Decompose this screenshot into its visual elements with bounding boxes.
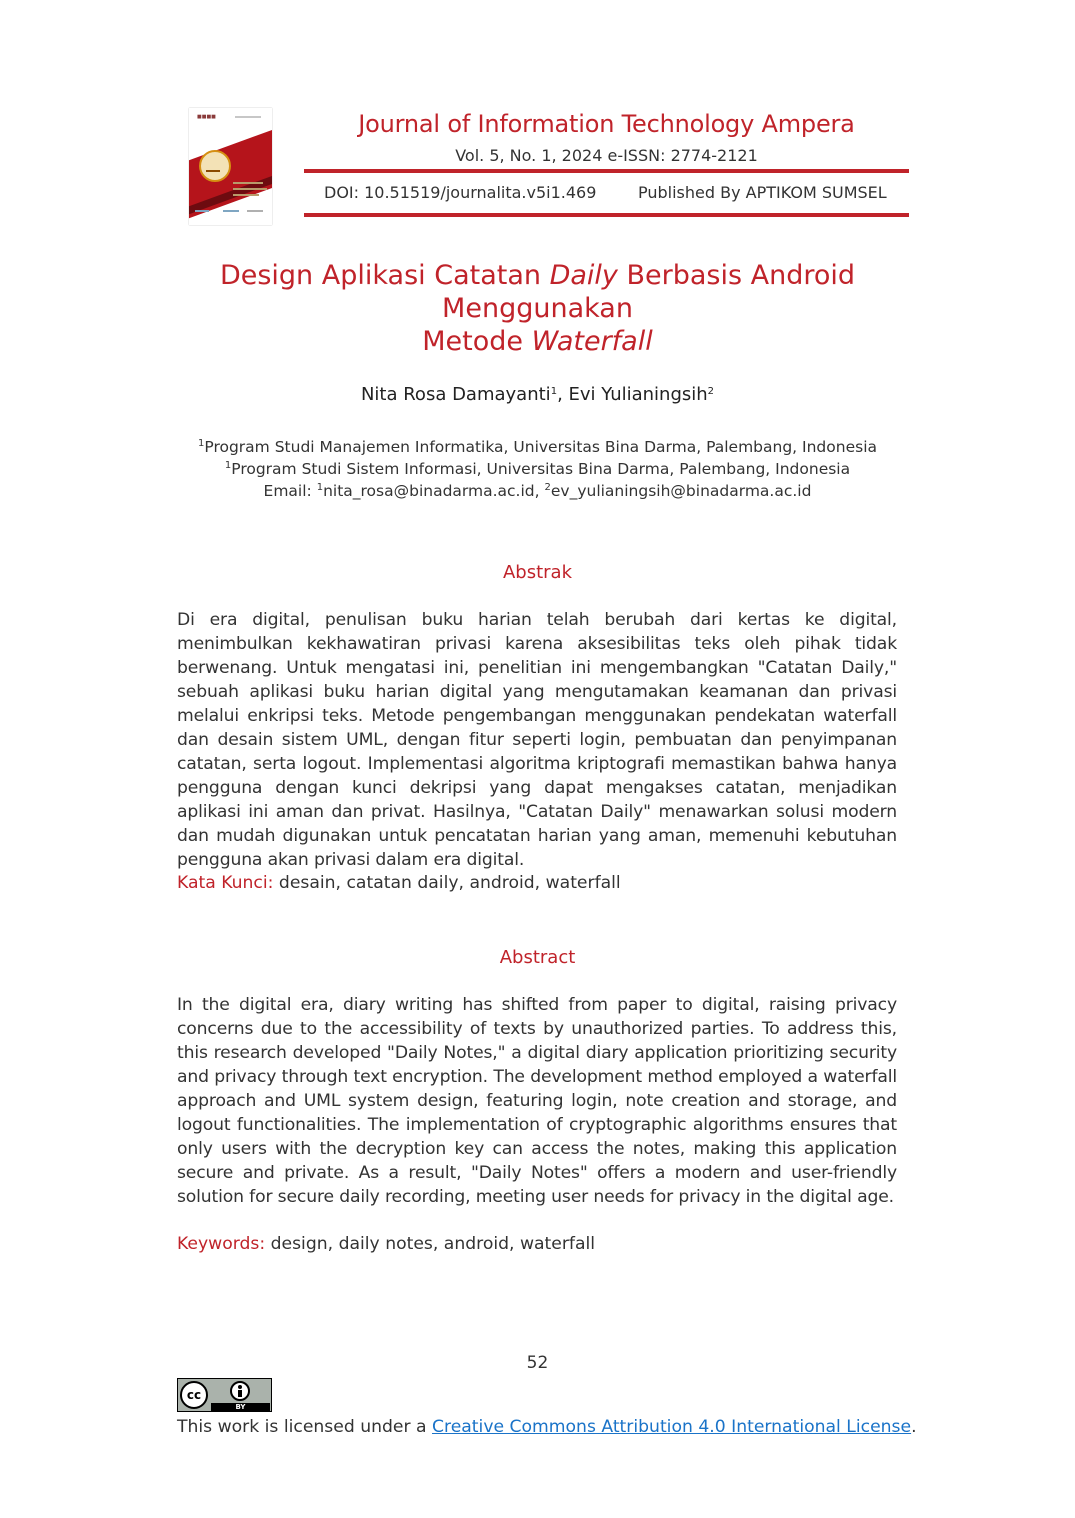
volume-issue: Vol. 5, No. 1, 2024 e-ISSN: 2774-2121: [455, 146, 758, 165]
author-name: Evi Yulianingsih: [568, 384, 708, 405]
abstrak-heading: Abstrak: [502, 562, 573, 583]
affiliation-2: $^1$Program Studi Sistem Informasi, Universitas Bina Darma, Palembang, Indonesia: [224, 460, 851, 478]
abstrak-body: Di era digital, penulisan buku harian telah berubah dari kertas ke digital, menimbulkan kekhawatiran privasi karena aksesibilitas teks oleh pihak tidak berwenang. Untuk mengatasi ini, penelitian ini mengembangkan "Catatan Daily," sebuah aplikasi buku harian digital yang mengutamakan keamanan dan privasi melalui enkripsi teks. Metode pengembangan menggunakan pendekatan waterfall dan desain sistem UML, dengan fitur seperti login, pembuatan dan penyimpanan catatan, serta logout. Implementasi algoritma kriptografi memastikan bahwa hanya pengguna dengan kunci dekripsi yang dapat mengakses catatan, menjadikan aplikasi ini aman dan privat. Hasilnya, "Catatan Daily" menawarkan solusi modern dan mudah digunakan untuk pencatatan harian yang aman, memenuhi kebutuhan pengguna akan privasi dalam era digital.: [177, 610, 897, 870]
header-rule-top: [304, 169, 909, 173]
abstract-body: In the digital era, diary writing has shifted from paper to digital, raising privacy concerns due to the accessibility of texts by unauthorized parties. To address this, this research developed "Daily Notes," a digital diary application prioritizing security and privacy through text encryption. The development method employed a waterfall approach and UML system design, featuring login, note creation and storage, and logout functionalities. The implementation of cryptographic algorithms ensures that only users with the decryption key can access the notes, making this application secure and private. As a result, "Daily Notes" offers a modern and user-friendly solution for secure daily recording, meeting user needs for privacy in the digital age.: [177, 995, 897, 1207]
authors: Nita Rosa Damayanti$^1$, Evi Yulianingsih$^2$: [360, 384, 715, 405]
license-link[interactable]: Creative Commons Attribution 4.0 International License: [432, 1417, 912, 1437]
page-number: 52: [526, 1353, 549, 1373]
email-1: nita_rosa@binadarma.ac.id,: [323, 482, 545, 500]
email-line: Email: $^1$nita_rosa@binadarma.ac.id, $^2$ev_yulianingsih@binadarma.ac.id: [263, 482, 812, 500]
license-text: This work is licensed under a Creative Commons Attribution 4.0 International License.: [177, 1417, 917, 1437]
abstract-heading: Abstract: [499, 947, 576, 968]
cc-icon: cc: [180, 1381, 208, 1409]
cc-by-badge-icon[interactable]: [177, 1378, 272, 1412]
doi: DOI: 10.51519/journalita.v5i1.469: [324, 183, 597, 202]
keywords: Keywords: design, daily notes, android, waterfall: [177, 1234, 596, 1254]
publisher: Published By APTIKOM SUMSEL: [638, 183, 887, 202]
author-name: Nita Rosa Damayanti: [360, 384, 551, 405]
paper-title: Design Aplikasi Catatan Daily Berbasis Android Menggunakan Metode Waterfall: [219, 260, 856, 357]
by-label: BY: [211, 1403, 270, 1411]
journal-title: Journal of Information Technology Ampera: [358, 110, 855, 138]
email-2: ev_yulianingsih@binadarma.ac.id: [550, 482, 812, 500]
journal-cover-image: ■■■■: [189, 108, 272, 225]
person-icon: [230, 1381, 250, 1401]
affiliation-1: $^1$Program Studi Manajemen Informatika, Universitas Bina Darma, Palembang, Indonesia: [198, 438, 877, 456]
header-rule-bottom: [304, 213, 909, 217]
kata-kunci: Kata Kunci: desain, catatan daily, android, waterfall: [177, 873, 621, 893]
